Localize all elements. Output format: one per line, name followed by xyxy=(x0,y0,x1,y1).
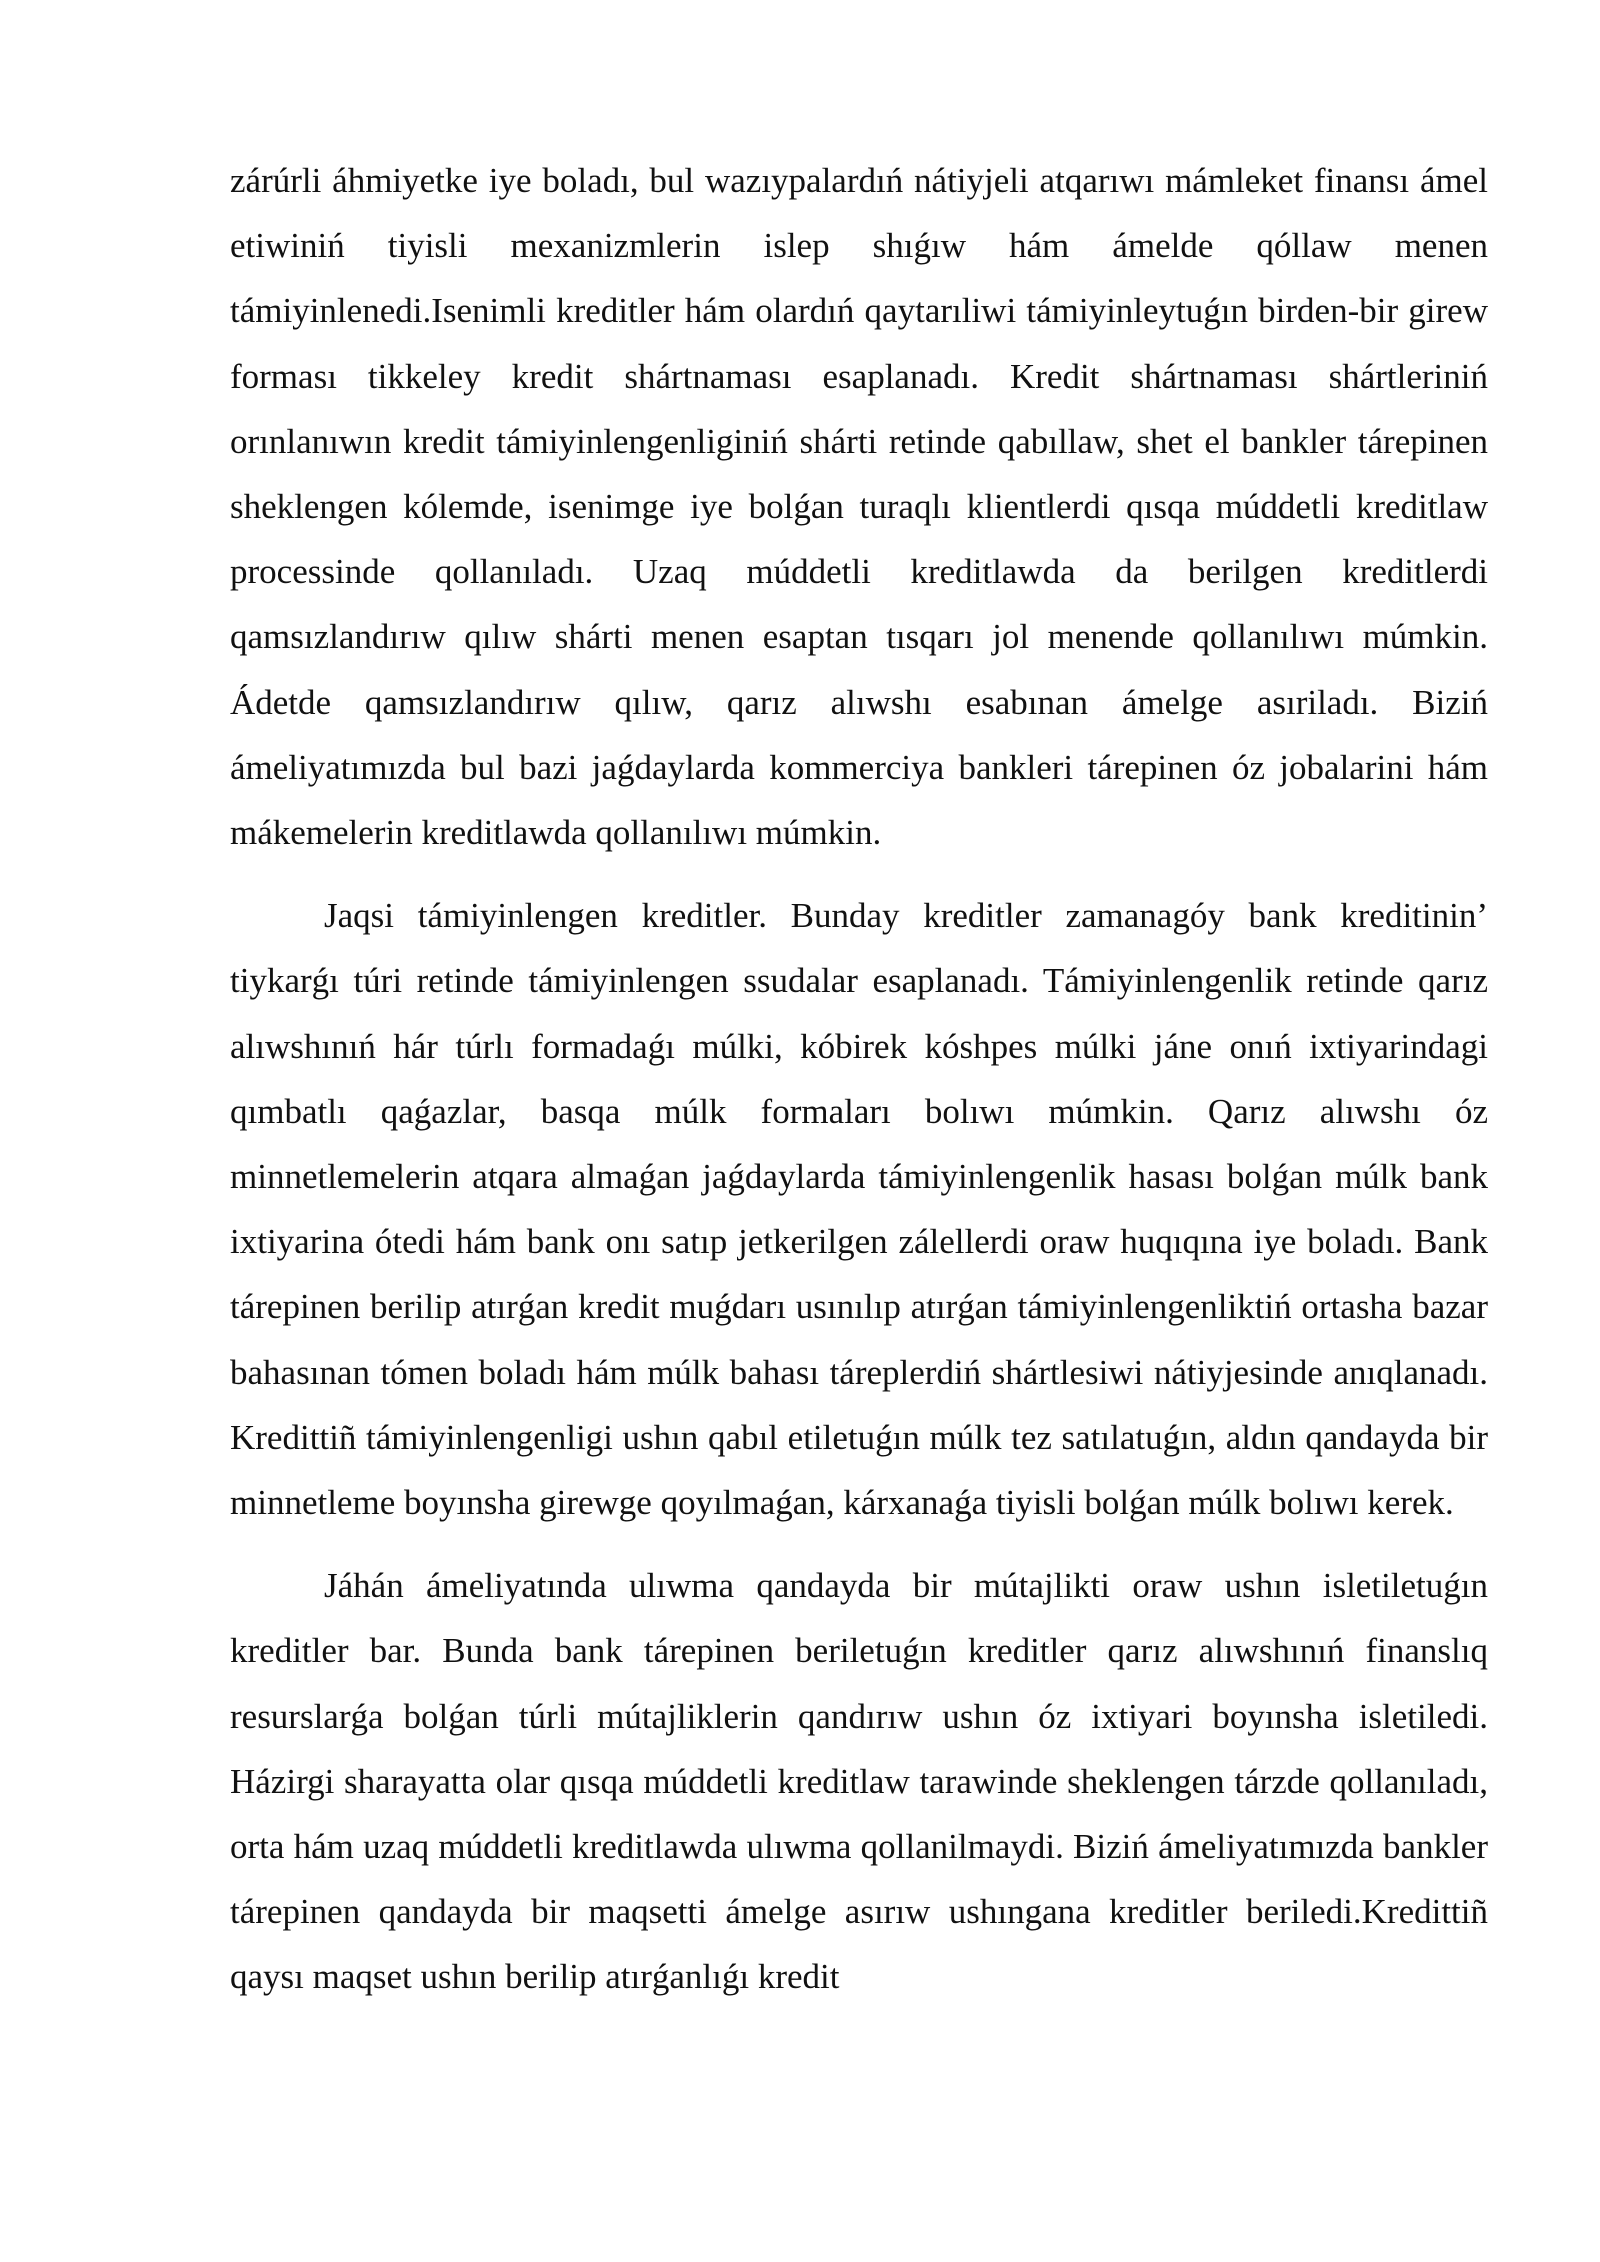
paragraph-1: zárúrli áhmiyetke iye boladı, bul wazıypalardıń nátiyjeli atqarıwı mámleket finansı ámel etiwiniń tiyisli mexanizmlerin islep shıǵıw hám ámelde qóllaw menen támiyinlenedi.Isenimli kreditler hám olardıń qaytarıliwi támiyinleytuǵın birden-bir girew forması tikkeley kredit shártnaması esaplanadı. Kredit shártnaması shártleriniń orınlanıwın kredit támiyinlengenliginiń shárti retinde qabıllaw, shet el bankler tárepinen sheklengen kólemde, isenimge iye bolǵan turaqlı klientlerdi qısqa múddetli kreditlaw processinde qollanıladı. Uzaq múddetli kreditlawda da berilgen kreditlerdi qamsızlandırıw qılıw shárti menen esaptan tısqarı jol menende qollanılıwı múmkin. Ádetde qamsızlandırıw qılıw, qarız alıwshı esabınan ámelge asıriladı. Biziń ámeliyatımızda bul bazi jaǵdaylarda kommerciya bankleri tárepinen óz jobalarini hám mákemelerin kreditlawda qollanılıwı múmkin. xyxy=(230,161,1488,853)
paragraph-3: Jáhán ámeliyatında ulıwma qandayda bir mútajlikti oraw ushın isletiletuǵın kreditler bar. Bunda bank tárepinen beriletuǵın kreditler qarız alıwshınıń finanslıq resurslarǵa bolǵan túrli mútajliklerin qandırıw ushın óz ixtiyari boyınsha isletiledi. Házirgi sharayatta olar qısqa múddetli kreditlaw tarawinde sheklengen tárzde qollanıladı, orta hám uzaq múddetli kreditlawda ulıwma qollanilmaydi. Biziń ámeliyatımızda bankler tárepinen qandayda bir maqsetti ámelge asırıw ushıngana kreditler beriledi.Kredittiñ qaysı maqset ushın berilip atırǵanlıǵı kredit xyxy=(230,1566,1488,1997)
document-body xyxy=(230,148,1488,2010)
paragraph-2: Jaqsi támiyinlengen kreditler. Bunday kreditler zamanagóy bank kreditinin’ tiykarǵı túri retinde támiyinlengen ssudalar esaplanadı. Támiyinlengenlik retinde qarız alıwshınıń hár túrlı formadaǵı múlki, kóbirek kóshpes múlki jáne onıń ixtiyarindagi qımbatlı qaǵazlar, basqa múlk formaları bolıwı múmkin. Qarız alıwshı óz minnetlemelerin atqara almaǵan jaǵdaylarda támiyinlengenlik hasası bolǵan múlk bank ixtiyarina ótedi hám bank onı satıp jetkerilgen zálellerdi oraw huqıqına iye boladı. Bank tárepinen berilip atırǵan kredit muǵdarı usınılıp atırǵan támiyinlengenliktiń ortasha bazar bahasınan tómen boladı hám múlk bahası táreplerdiń shártlesiwi nátiyjesinde anıqlanadı. Kredittiñ támiyinlengenligi ushın qabıl etiletuǵın múlk tez satılatuǵın, aldın qandayda bir minnetleme boyınsha girewge qoyılmaǵan, kárxanaǵa tiyisli bolǵan múlk bolıwı kerek. xyxy=(230,896,1488,1523)
